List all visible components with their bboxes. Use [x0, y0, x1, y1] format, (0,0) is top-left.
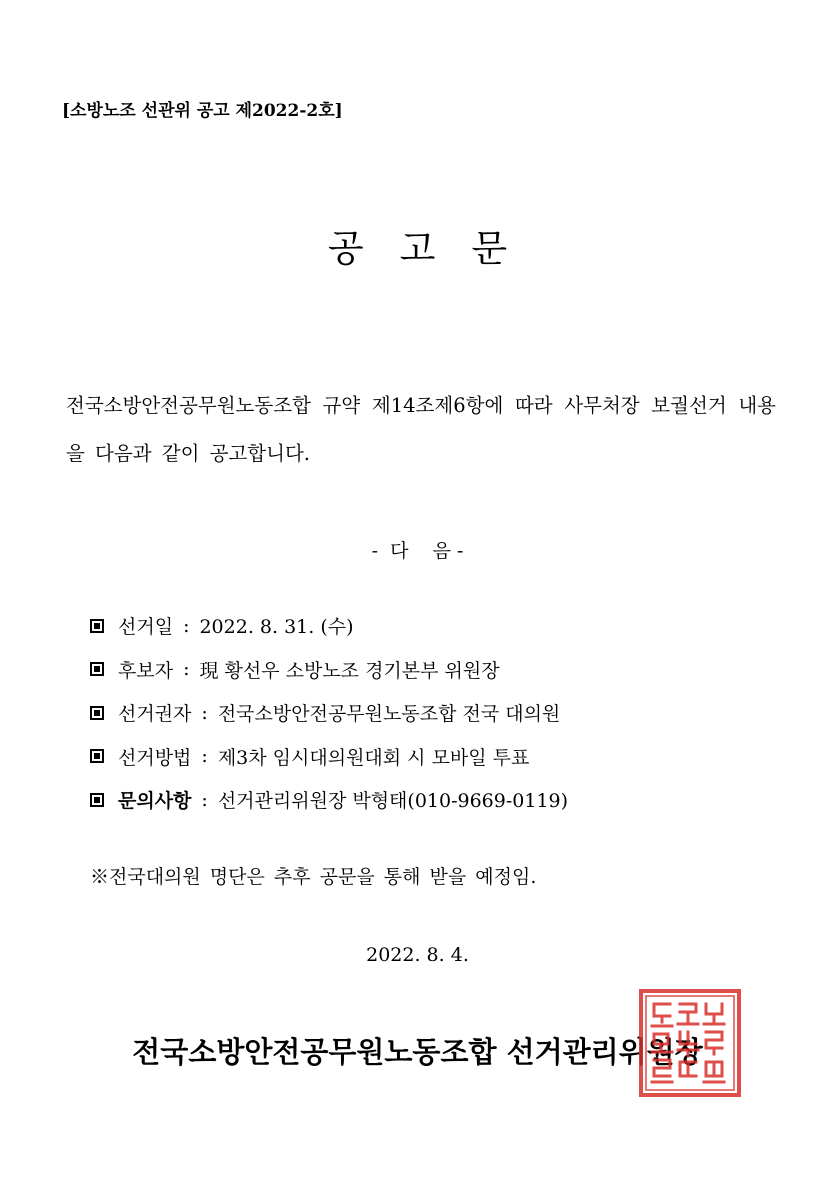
list-item-voters	[88, 691, 788, 735]
square-bullet-icon	[90, 619, 104, 633]
issue-date: 2022. 8. 4.	[366, 944, 469, 966]
issuer-signature: 전국소방안전공무원노동조합 선거관리위원장	[132, 1035, 703, 1069]
footnote: ※전국대의원 명단은 추후 공문을 통해 받을 예정임.	[90, 866, 537, 888]
item-label: 후보자	[118, 659, 174, 682]
item-value: 선거관리위원장 박형태(010-9669-0119)	[217, 790, 569, 813]
official-seal-icon	[638, 988, 742, 1098]
list-item-election-date	[88, 604, 788, 648]
intro-paragraph: 전국소방안전공무원노동조합 규약 제14조제6항에 따라 사무처장 보궐선거 내용을 다음과 같이 공고합니다.	[66, 394, 776, 465]
item-value: 제3차 임시대의원대회 시 모바일 투표	[217, 746, 530, 769]
item-label: 선거권자	[118, 703, 192, 726]
item-separator: :	[183, 614, 190, 637]
list-item-candidate	[88, 648, 788, 692]
election-details-list	[88, 604, 788, 822]
item-separator: :	[183, 658, 190, 681]
page-title: 공고문	[327, 227, 544, 270]
list-item-voting-method	[88, 735, 788, 779]
square-bullet-icon	[90, 662, 104, 676]
item-label: 선거일	[118, 616, 174, 639]
square-bullet-icon	[90, 793, 104, 807]
item-label: 선거방법	[118, 746, 192, 769]
square-bullet-icon	[90, 706, 104, 720]
item-value: 現 황선우 소방노조 경기본부 위원장	[199, 659, 500, 682]
item-separator: :	[201, 788, 208, 811]
item-value: 전국소방안전공무원노동조합 전국 대의원	[217, 703, 561, 726]
notice-number: [소방노조 선관위 공고 제2022-2호]	[62, 101, 343, 121]
item-separator: :	[201, 745, 208, 768]
following-heading: - 다 음 -	[371, 540, 464, 562]
item-label: 문의사항	[118, 790, 192, 813]
list-item-inquiries	[88, 778, 788, 822]
item-separator: :	[201, 701, 208, 724]
item-value: 2022. 8. 31. (수)	[199, 616, 354, 639]
square-bullet-icon	[90, 749, 104, 763]
